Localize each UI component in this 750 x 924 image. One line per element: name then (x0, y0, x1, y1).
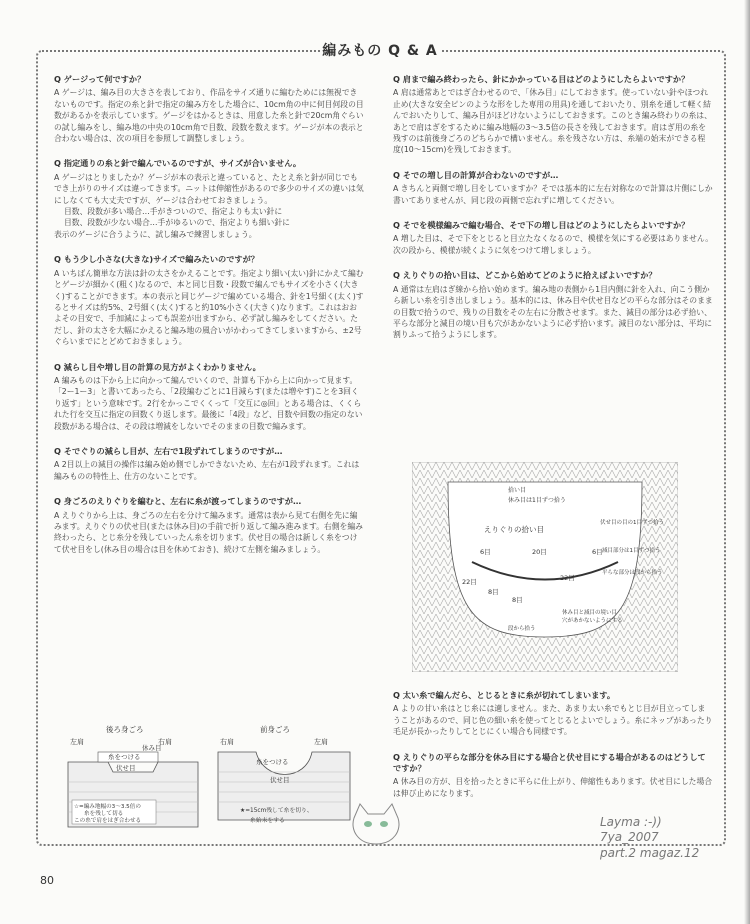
diagram-label: 伏せ目 (270, 776, 290, 784)
diagram-label: 左肩 (314, 738, 328, 746)
diagram-label: 22目 (560, 574, 575, 582)
question: Q そでを模様編みで編む場合、そで下の増し目はどのようにしたらよいですか？ (393, 220, 690, 231)
diagram-label: 糸をつける (256, 758, 289, 766)
answer: A きちんと両側で増し目をしていますか？そでは基本的に左右対称なので計算は片側にしか書いてありませんが、同じ段の両側で忘れずに増してください。 (393, 184, 713, 205)
cat-doodle-image (346, 800, 406, 850)
page-number: 80 (40, 874, 54, 887)
answer: A よりの甘い糸はとじ糸には適しません。また、あまり太い糸でもとじ目が目立ってしまうことがあるので、同じ色の細い糸を使ってとじるとよいでしょう。糸にネップがあったり毛足が長かったりしてとじにくい場合も同様です。 (393, 704, 713, 737)
diagram-note: 糸始末をする (250, 818, 285, 824)
note-line: 目数、段数が多い場合…手がきついので、指定よりも太い針に (64, 207, 283, 217)
question: Q もう少し小さな(大きな)サイズで編みたいのですが？ (54, 254, 259, 265)
diagram-label: 糸をつける (108, 753, 141, 761)
diagram-label: 6目 (480, 548, 491, 556)
answer: A 編みものは下から上に向かって編んでいくので、計算も下から上に向かって見ます。「2ー1ー3」と書いてあったら、「2段編むごとに1目減らす(または増やす)ことを3回くり返す」という意味です。2行をかっこでくくって「交互に◎回」とある場合は、くくられた行を交互に指定の回数くり返します。最後に「4段」など、目数や回数の指定のない段数がある場合は、その段は増減をしないでそのままの目数で編みます。 (54, 375, 363, 431)
diagram-callout: 拾い目 (508, 487, 527, 494)
diagram-label: 左肩 (70, 738, 84, 746)
qa-item (54, 74, 364, 144)
question: Q 指定通りの糸と針で編んでいるのですが、サイズが合いません。 (54, 158, 302, 169)
qa-item (54, 446, 364, 482)
diagram-title: 前身ごろ (260, 725, 290, 734)
answer: A 増した目は、そで下をとじると目立たなくなるので、模様を気にする必要はありません。次の段から、模様が続くように気をつけて増しましょう。 (393, 234, 713, 255)
page-title: 編みもの Q & A (320, 40, 440, 60)
diagram-label: 休み目 (142, 744, 162, 752)
note-line: 目数、段数が少ない場合…手がゆるいので、指定よりも細い針に (64, 218, 290, 228)
qa-item (393, 690, 713, 738)
diagram-title: 後ろ身ごろ (106, 725, 144, 734)
qa-item (54, 362, 364, 432)
qa-item (393, 74, 713, 156)
question: Q ゲージって何ですか？ (54, 74, 146, 84)
diagram-callout: 穴があかないようにする (562, 618, 623, 624)
diagram-title: えりぐりの拾い目 (484, 525, 544, 534)
question: Q そでの増し目の計算が合わないのですが… (393, 169, 559, 180)
question: Q 身ごろのえりぐりを編むと、左右に糸が渡ってしまうのですが… (54, 496, 302, 507)
qa-item (54, 158, 364, 240)
page-edge-shadow (744, 0, 750, 924)
diagram-label: 8目 (488, 588, 499, 596)
signature-line: Layma :-)) (600, 815, 662, 829)
answer: A ゲージはとりましたか？ゲージが本の表示と違っていると、たとえ糸と針が同じでもでき上がりのサイズは違ってきます。ニットは伸縮性があるので多少のサイズの違いは気にしなくても大丈夫ですが、ゲージは合わせておきましょう。 (54, 172, 364, 205)
diagram-note: ☆=編み地幅の3〜3.5倍の (74, 804, 141, 810)
question: Q 太い糸で編んだら、とじるときに糸が切れてしまいます。 (393, 690, 616, 700)
question: Q 減らし目や増し目の計算の見方がよくわかりません。 (54, 361, 261, 372)
answer: A 2目以上の減目の操作は編み始め側でしかできないため、左右が1段ずれます。これは編みものの特性上、仕方のないことです。 (54, 460, 360, 481)
signature-line: part.2 magaz.12 (600, 846, 700, 860)
question: Q えりぐりの平らな部分を休み目にする場合と伏せ目にする場合があるのはどうしてですか？ (393, 751, 706, 774)
diagram-callout: 段から拾う (508, 626, 536, 632)
diagram-label: 8目 (512, 596, 523, 604)
answer-tail: 表示のゲージに合うように、試し編みで練習しましょう。 (54, 229, 257, 239)
back-body-diagram (58, 722, 208, 832)
diagram-label: 右肩 (220, 738, 234, 746)
signature-line: 7ya_2007 (600, 830, 659, 844)
diagram-callout: 減目部分は1目ずつ拾う (602, 548, 661, 554)
question: Q えりぐりの拾い目は、どこから始めてどのように拾えばよいですか？ (393, 270, 657, 281)
diagram-label: 右肩 (158, 738, 172, 746)
question: Q 肩まで編み終わったら、針にかかっている目はどのようにしたらよいですか？ (393, 74, 690, 84)
diagram-label: 22目 (462, 578, 477, 586)
question: Q そでぐりの減らし目が、左右で1段ずれてしまうのですが… (54, 445, 283, 456)
qa-item (54, 254, 364, 347)
diagram-label: 20目 (532, 548, 547, 556)
answer: A いちばん簡単な方法は針の太さをかえることです。指定より細い(太い)針にかえて編むとゲージが細かく(粗く)なるので、本と同じ目数・段数で編んでもサイズを小さく(大きく)することができます。本の表示と同じゲージで編めている場合、針を1号細く(太く)するとサイズは約5%、2号細く(太く)すると約10%小さく(大きく)なります。これはおおよその目安で、手加減によっても誤差が出ますから、必ず試し編みをしてください。ただし、針の太さを大幅にかえると編み地の風合いがかわってきてしまいますから、±2号ぐらいまでにとどめておきましょう。 (54, 268, 364, 347)
right-column (393, 74, 713, 355)
front-body-diagram (210, 722, 360, 832)
qa-item (393, 270, 713, 340)
left-column (54, 74, 364, 569)
diagram-note: ★=15cm残して糸を切り、 (240, 808, 313, 814)
answer: A 休み目の方が、目を拾ったときに平らに仕上がり、伸縮性もあります。伏せ目にした場合は伸び止めになります。 (393, 777, 713, 798)
diagram-label: 6目 (592, 548, 603, 556)
qa-item (393, 170, 713, 206)
diagram-callout: 休み目と減目の境い目 (562, 610, 618, 616)
answer: A ゲージは、編み目の大きさを表しており、作品をサイズ通りに編むためには無視できないものです。指定の糸と針で指定の編み方をした場合に、10cm角の中に何目何段の目数があるかを表示しています。ゲージをはかるときは、用意した糸と針で20cm角ぐらいの試し編みをし、編み地の中央の10cm角で目数、段数を数えます。ゲージが本の表示と合わない場合は、次の項目を参照して調整しましょう。 (54, 88, 364, 144)
diagram-callout: 伏せ目の目の1目ずつ拾う (600, 520, 665, 526)
diagram-callout: 平らな部分は段から拾う (602, 570, 663, 576)
diagram-note: 糸を残して切る (84, 811, 124, 817)
diagram-label: 伏せ目 (116, 764, 136, 772)
diagram-callout: 休み目は1目ずつ拾う (508, 497, 566, 504)
diagram-note: この糸で肩をはぎ合わせる (74, 818, 142, 824)
answer: A 肩は通常あとではぎ合わせるので、「休み目」にしておきます。使っていない針やほつれ止め(大きな安全ピンのような形をした専用の用具)を通しておいたり、別糸を通して軽く結んでおいたりして、編み目がほどけないようにしておきます。このとき編み終わりの糸は、あとで肩はぎをするために編み地幅の3〜3.5倍の長さを残しておきます。肩はぎ用の糸を残すのは前後身ごろのどちらかで構いません。糸を残さない方は、糸端の始末ができる程度(10〜15cm)を残しておきます。 (393, 88, 712, 155)
neckline-pickup-diagram (412, 462, 678, 672)
qa-item (393, 220, 713, 256)
right-column-lower (393, 690, 713, 813)
qa-item (54, 496, 364, 555)
answer: A えりぐりから上は、身ごろの左右を分けて編みます。通常は表から見て右側を先に編みます。えりぐりの伏せ目(または休み目)の手前で折り返して編み進みます。右側を編み終わったら、とじ糸分を残していったん糸を切ります。伏せ目の場合は新しく糸をつけて伏せ目をし(休み目の場合は目を休めておき)、続けて左側を編みましょう。 (54, 510, 363, 554)
qa-item (393, 752, 713, 800)
answer: A 通常は左肩はぎ線から拾い始めます。編み地の表側から1目内側に針を入れ、向こう側から新しい糸を引き出しましょう。基本的には、休み目や伏せ目などの平らな部分はそのままの目数で拾うので、残りの目数をその左右に分散させます。また、減目の部分は必ず拾い、平らな部分と減目の境い目も穴があかないように必ず拾います。減目のない部分は、平均に割りふって拾うようにします。 (393, 284, 713, 340)
